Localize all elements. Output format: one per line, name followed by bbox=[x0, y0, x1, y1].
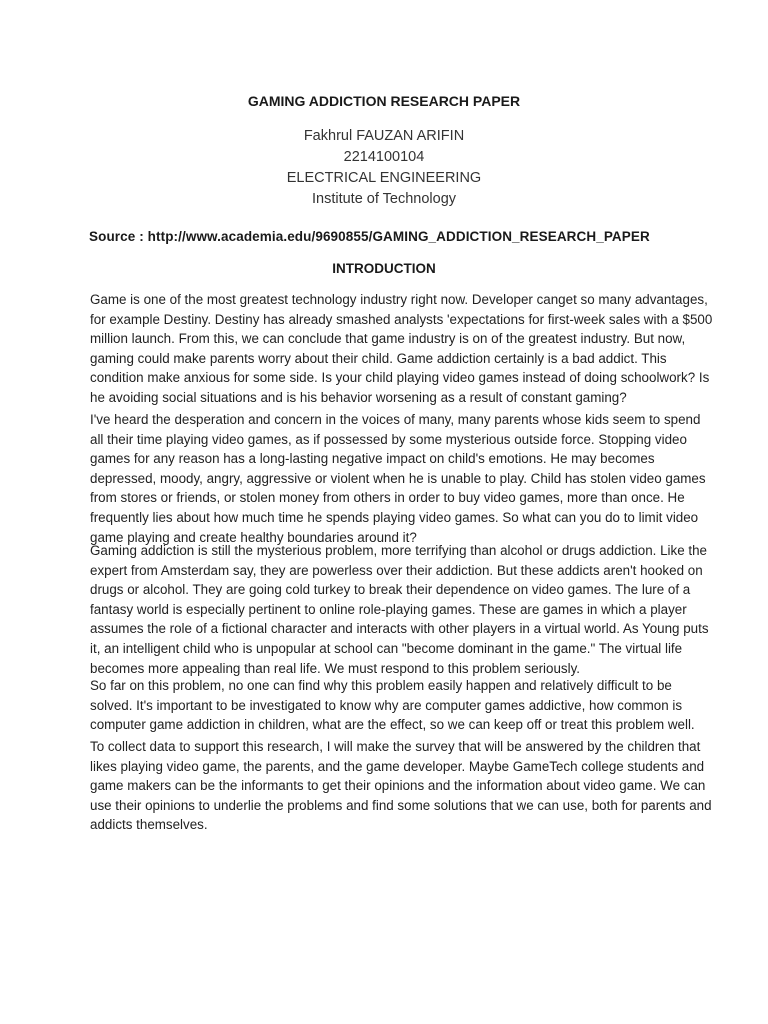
paragraph bbox=[90, 676, 695, 735]
student-id: 2214100104 bbox=[343, 149, 425, 165]
paragraph-line: for example Destiny. Destiny has already smashed analysts 'expectations for first-week sales with a $500 bbox=[90, 311, 713, 327]
paragraph-line: million launch. From this, we can conclude that game industry is on of the greatest industry. But now, bbox=[90, 331, 686, 347]
paragraph-line: computer game addiction in children, what are the effect, so we can keep off or treat this problem well. bbox=[90, 717, 695, 733]
paragraph-line: Game is one of the most greatest technology industry right now. Developer canget so many advantages, bbox=[90, 292, 708, 307]
author-name: Fakhrul FAUZAN ARIFIN bbox=[303, 128, 465, 144]
paragraph-line: assumes the role of a fictional character and interacts with other players in a virtual world. As Young puts bbox=[90, 621, 709, 637]
institution: Institute of Technology bbox=[311, 191, 457, 207]
paragraph-line: So far on this problem, no one can find why this problem easily happen and relatively difficult to be bbox=[90, 678, 672, 693]
paragraph-line: game makers can be the informants to get their opinions and the information about video game. We can bbox=[90, 778, 706, 794]
paragraph bbox=[90, 541, 709, 678]
paragraph-line: Gaming addiction is still the mysterious problem, more terrifying than alcohol or drugs addiction. Like the bbox=[90, 543, 708, 558]
paper-title: GAMING ADDICTION RESEARCH PAPER bbox=[247, 93, 521, 109]
section-heading: INTRODUCTION bbox=[332, 261, 436, 276]
paragraph-line: depressed, moody, angry, aggressive or violent when he is unable to play. Child has stolen video games bbox=[90, 470, 706, 486]
paragraph-line: game playing and create healthy boundaries around it? bbox=[90, 529, 417, 545]
author-block bbox=[0, 126, 768, 210]
paragraph-line: solved. It's important to be investigated to know why are computer games addictive, how common is bbox=[90, 697, 683, 713]
paragraph-line: fantasy world is especially pertinent to online role-playing games. These are games in which a player bbox=[90, 601, 687, 617]
paragraph-line: from stores or friends, or stolen money from others in order to buy video games, more than once. He bbox=[90, 490, 685, 506]
paragraph-line: addicts themselves. bbox=[90, 817, 208, 833]
paragraph-line: To collect data to support this research, I will make the survey that will be answered by the children that bbox=[90, 739, 701, 754]
paragraph-line: drugs or alcohol. They are going cold turkey to break their dependence on video games. The lure of a bbox=[90, 582, 691, 598]
paragraph bbox=[90, 290, 713, 408]
paragraph-line: all their time playing video games, as if possessed by some mysterious outside force. Stopping video bbox=[90, 431, 687, 447]
paragraph-line: it, an intelligent child who is unpopular at school can "become dominant in the game." The virtual life bbox=[90, 640, 683, 656]
paragraph bbox=[90, 737, 712, 835]
department: ELECTRICAL ENGINEERING bbox=[286, 170, 482, 186]
paragraph-line: frequently lies about how much time he spends playing video games. So what can you do to limit video bbox=[90, 509, 699, 525]
paragraph-line: he avoiding social situations and is his behavior worsening as a result of constant gaming? bbox=[90, 389, 627, 405]
paragraph-line: gaming could make parents worry about their child. Game addiction certainly is a bad addict. This bbox=[90, 350, 667, 366]
paragraph-line: condition make anxious for some side. Is your child playing video games instead of doing schoolwork? Is bbox=[90, 370, 710, 386]
paragraph-line: expert from Amsterdam say, they are powerless over their addiction. But these addicts aren't hooked on bbox=[90, 562, 703, 578]
paragraph-line: I've heard the desperation and concern in the voices of many, many parents whose kids seem to spend bbox=[90, 412, 701, 427]
paragraph bbox=[90, 410, 706, 547]
paragraph-line: use their opinions to underlie the problems and find some solutions that we can use, both for parents and bbox=[90, 797, 712, 813]
paragraph-line: games for any reason has a long-lasting negative impact on child's emotions. He may becomes bbox=[90, 451, 655, 467]
paragraph-line: likes playing video game, the parents, and the game developer. Maybe GameTech college students and bbox=[90, 758, 705, 774]
paragraph-line: becomes more appealing than real life. We must respond to this problem seriously. bbox=[90, 660, 580, 676]
source-line: Source : http://www.academia.edu/9690855/GAMING_ADDICTION_RESEARCH_PAPER bbox=[89, 229, 650, 244]
